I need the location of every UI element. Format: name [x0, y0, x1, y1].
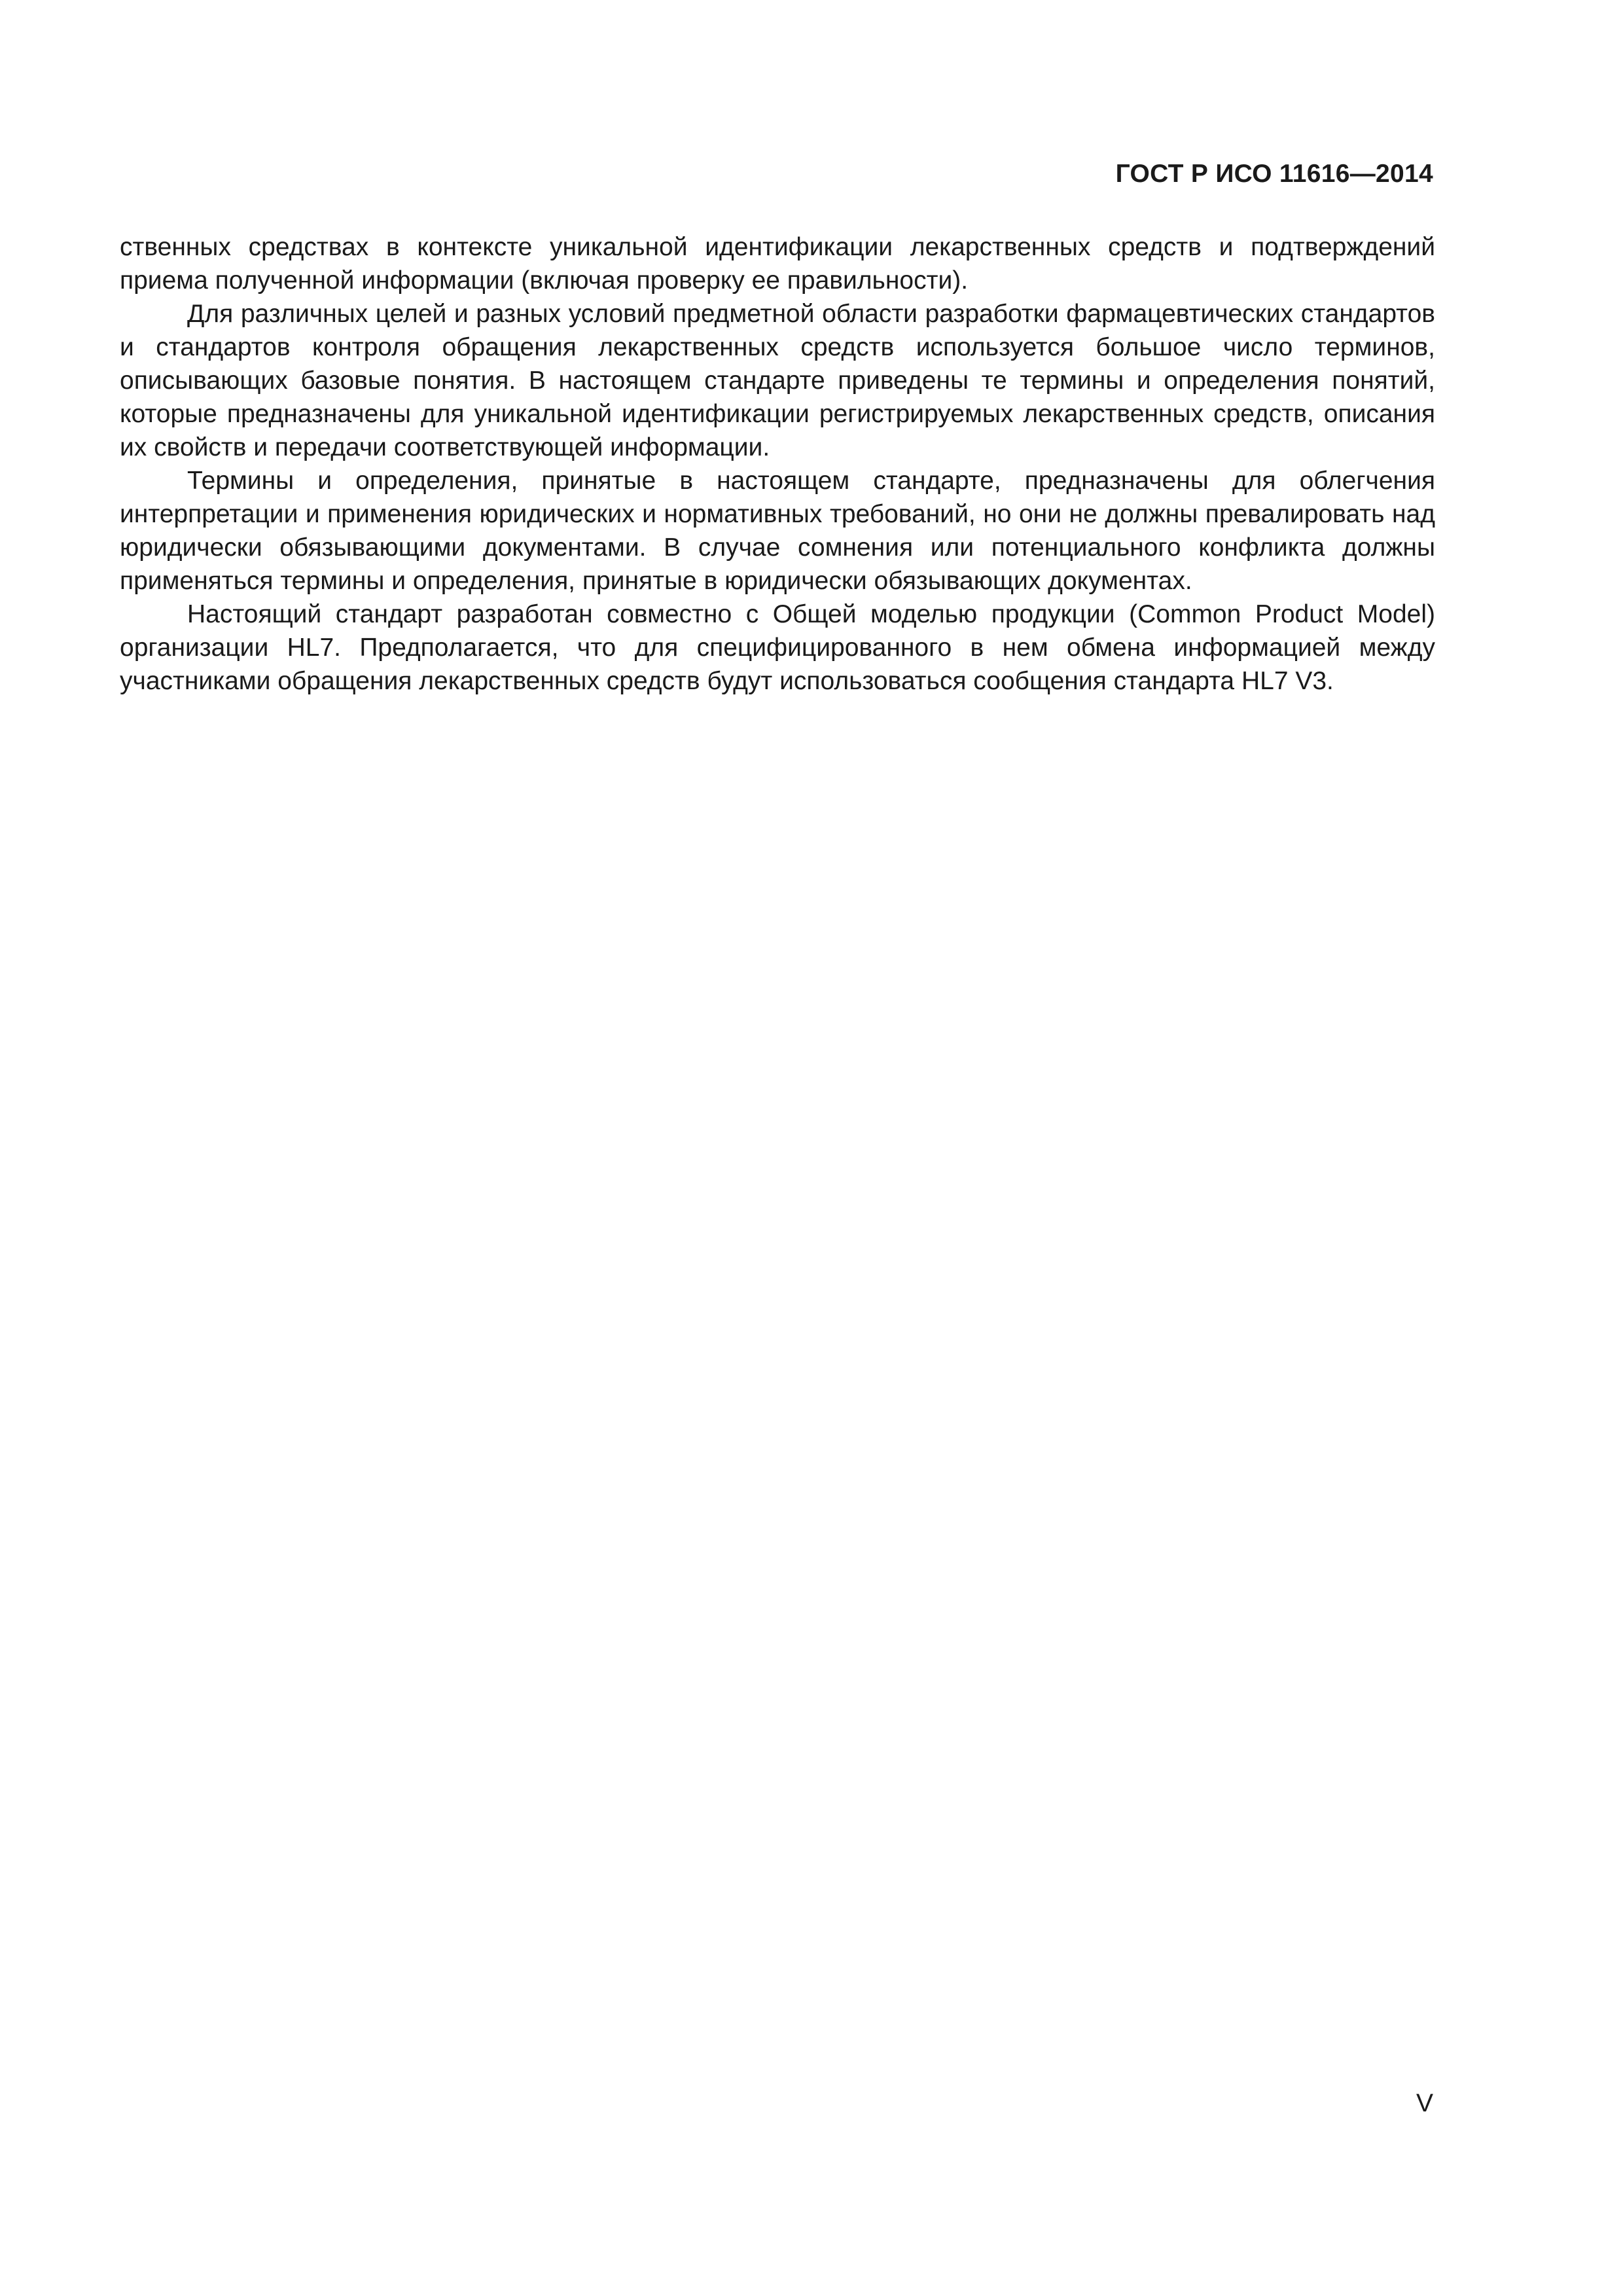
- paragraph-continuation: ственных средствах в контексте уникальной идентификации лекарственных средств и подтверждений приема полученной информации (включая проверку ее правильности).: [120, 233, 1435, 295]
- paragraph-legal-requirements: Термины и определения, принятые в настоящем стандарте, предназначены для облегчения интерпретации и применения юридических и нормативных требований, но они не должны превалировать над юридически обязывающими документами. В случае сомнения или потенциального конфликта должны применяться термины и определения, принятые в юридически обязывающих документах.: [120, 467, 1435, 595]
- paragraph-terms-purpose: Для различных целей и разных условий предметной области разработки фармацевтических стандартов и стандартов контроля обращения лекарственных средств используется большое число терминов, описывающих базовые понятия. В настоящем стандарте приведены те термины и определения понятий, которые предназначены для уникальной идентификации регистрируемых лекарственных средств, описания их свойств и передачи соответствующей информации.: [120, 300, 1435, 461]
- paragraph-hl7-model: Настоящий стандарт разработан совместно с Общей моделью продукции (Common Product Model) организации HL7. Предполагается, что для специфицированного в нем обмена информацией между участниками обращения лекарственных средств будут использоваться сообщения стандарта HL7 V3.: [120, 600, 1435, 695]
- document-header-id: ГОСТ Р ИСО 11616—2014: [1115, 160, 1433, 188]
- page-number: V: [1416, 2089, 1433, 2117]
- body-text: [120, 230, 1435, 698]
